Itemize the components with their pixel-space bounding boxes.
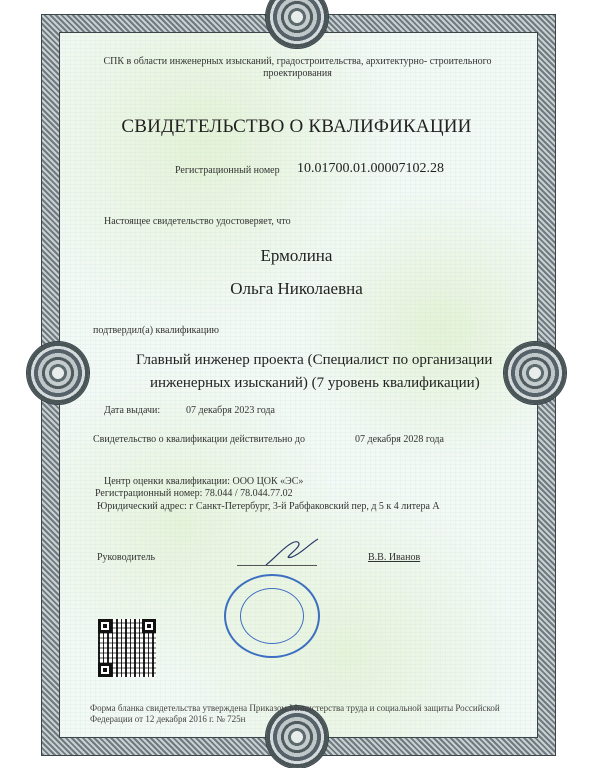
qualification-line-1: Главный инженер проекта (Специалист по организации [136,352,493,368]
assessment-center-name: Центр оценки квалификации: ООО ЦОК «ЭС» [104,476,304,487]
registration-label: Регистрационный номер [175,165,280,176]
holder-surname: Ермолина [260,246,333,265]
signatory-label: Руководитель [97,552,156,563]
signatory-name: В.В. Иванов [368,552,421,563]
assessment-center-registration: Регистрационный номер: 78.044 / 78.044.77.02 [95,488,293,499]
qr-finder-top-right [142,619,156,633]
qualification-line-2: инженерных изысканий) (7 уровень квалификации) [150,375,480,391]
rosette-right-icon [504,342,566,404]
round-seal-icon [224,574,320,658]
validity-label: Свидетельство о квалификации действительно до [93,434,305,445]
rosette-left-icon [27,342,89,404]
form-approval-footer: Форма бланка свидетельства утверждена Приказом Министерства труда и социальной защиты Российской Федерации от 12 декабря 2016 г. № 725н [90,703,500,724]
certificate-title: СВИДЕТЕЛЬСТВО О КВАЛИФИКАЦИИ [121,116,472,137]
handwritten-signature [262,535,322,569]
issue-date-label: Дата выдачи: [104,405,161,416]
qr-code-icon [98,619,156,677]
registration-number: 10.01700.01.00007102.28 [297,161,444,176]
qr-finder-bottom-left [98,663,112,677]
confirmed-text: подтвердил(а) квалификацию [93,325,219,336]
validity-date: 07 декабря 2028 года [355,434,444,445]
certifies-text: Настоящее свидетельство удостоверяет, что [104,216,291,227]
issue-date: 07 декабря 2023 года [186,405,275,416]
holder-name: Ольга Николаевна [230,279,363,298]
assessment-center-address: Юридический адрес: г Санкт-Петербург, 3-й Рабфаковский пер, д 5 к 4 литера А [97,501,440,512]
issuer-header: СПК в области инженерных изысканий, градостроительства, архитектурно- строительного проектирования [103,56,492,79]
seal-inner-ring [240,588,304,644]
qr-finder-top-left [98,619,112,633]
